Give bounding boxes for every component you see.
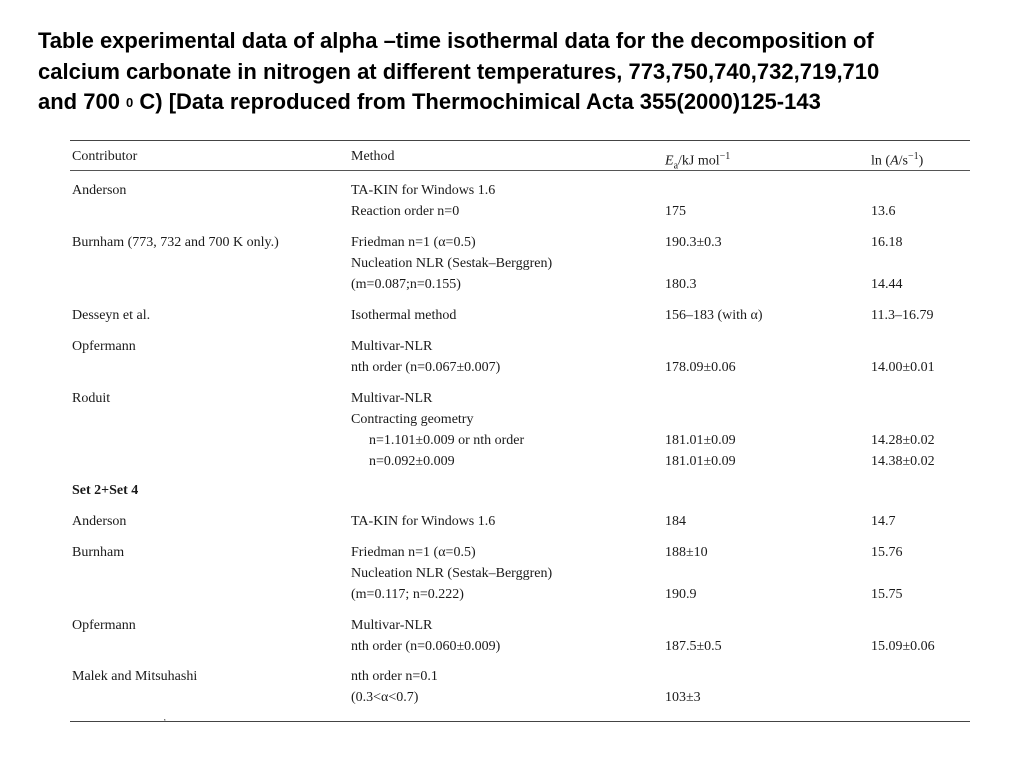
cell-method: nth order n=0.1 (351, 669, 438, 684)
stray-mark: ’ (163, 718, 167, 729)
cell-ln-a: 16.18 (871, 235, 903, 250)
cell-contributor: Anderson (72, 183, 127, 198)
title-line-1: Table experimental data of alpha –time isothermal data for the decomposition of (38, 28, 874, 53)
title-line-3-end: C) [Data reproduced from Thermochimical Acta 355(2000)125-143 (133, 89, 821, 114)
header-rule (70, 170, 970, 171)
header-lna-exponent: −1 (907, 151, 919, 162)
slide-title (38, 26, 998, 121)
cell-contributor: Opfermann (72, 618, 136, 633)
cell-activation-energy: 190.3±0.3 (665, 235, 722, 250)
title-line-2: calcium carbonate in nitrogen at different temperatures, 773,750,740,732,719,710 (38, 58, 880, 84)
cell-method: Multivar-NLR (351, 618, 433, 633)
kinetics-table (70, 140, 970, 722)
cell-ln-a: 14.7 (871, 514, 896, 529)
cell-method: Friedman n=1 (α=0.5) (351, 235, 476, 250)
cell-method: Multivar-NLR (351, 339, 433, 354)
header-lna-unit: /s (898, 153, 908, 169)
cell-method: Isothermal method (351, 308, 457, 323)
cell-activation-energy: 188±10 (665, 545, 708, 560)
cell-activation-energy: 181.01±0.09 (665, 454, 736, 469)
cell-activation-energy: 175 (665, 204, 686, 219)
cell-method: Nucleation NLR (Sestak–Berggren) (351, 566, 553, 581)
cell-contributor: Set 2+Set 4 (72, 483, 139, 498)
header-ln-a (871, 147, 923, 172)
title-line-3-start: and 700 (38, 89, 127, 114)
cell-method: nth order (n=0.067±0.007) (351, 360, 501, 375)
cell-activation-energy: 156–183 (with α) (665, 308, 763, 323)
cell-method: Nucleation NLR (Sestak–Berggren) (351, 256, 553, 271)
cell-activation-energy: 103±3 (665, 690, 701, 705)
header-lna-prefix: ln ( (871, 153, 891, 169)
cell-contributor: Anderson (72, 514, 127, 529)
cell-contributor: Malek and Mitsuhashi (72, 669, 198, 684)
cell-activation-energy: 178.09±0.06 (665, 360, 736, 375)
cell-contributor: Roduit (72, 391, 111, 406)
header-lna-variable: A (890, 153, 899, 169)
cell-method: (m=0.087;n=0.155) (351, 277, 461, 292)
cell-method: Friedman n=1 (α=0.5) (351, 545, 476, 560)
cell-activation-energy: 184 (665, 514, 686, 529)
cell-contributor: Opfermann (72, 339, 136, 354)
cell-method: nth order (n=0.060±0.009) (351, 639, 501, 654)
cell-activation-energy: 180.3 (665, 277, 697, 292)
cell-ln-a: 15.76 (871, 545, 903, 560)
cell-method: Reaction order n=0 (351, 204, 460, 219)
header-ea-exponent: −1 (719, 151, 731, 162)
cell-activation-energy: 187.5±0.5 (665, 639, 722, 654)
header-ea-unit: /kJ mol (678, 153, 720, 169)
cell-method: (m=0.117; n=0.222) (351, 587, 464, 602)
cell-activation-energy: 181.01±0.09 (665, 433, 736, 448)
cell-ln-a: 14.44 (871, 277, 903, 292)
cell-method: TA-KIN for Windows 1.6 (351, 183, 496, 198)
cell-activation-energy: 190.9 (665, 587, 697, 602)
header-method: Method (351, 149, 395, 164)
cell-method: n=0.092±0.009 (369, 454, 455, 469)
header-contributor: Contributor (72, 149, 138, 164)
cell-contributor: Desseyn et al. (72, 308, 151, 323)
degree-superscript: 0 (126, 95, 134, 110)
cell-method: Multivar-NLR (351, 391, 433, 406)
cell-ln-a: 13.6 (871, 204, 896, 219)
cell-ln-a: 11.3–16.79 (871, 308, 934, 323)
cell-ln-a: 15.09±0.06 (871, 639, 935, 654)
cell-contributor: Burnham (72, 545, 125, 560)
cell-contributor: Burnham (773, 732 and 700 K only.) (72, 235, 279, 250)
header-ea-subscript: a (673, 160, 679, 172)
header-ea-symbol: E (665, 153, 674, 169)
cell-ln-a: 14.38±0.02 (871, 454, 935, 469)
cell-method: (0.3<α<0.7) (351, 690, 419, 705)
cell-method: TA-KIN for Windows 1.6 (351, 514, 496, 529)
cell-ln-a: 14.28±0.02 (871, 433, 935, 448)
header-activation-energy (665, 147, 730, 176)
cell-ln-a: 15.75 (871, 587, 903, 602)
cell-method: Contracting geometry (351, 412, 474, 427)
cell-ln-a: 14.00±0.01 (871, 360, 935, 375)
cell-method: n=1.101±0.009 or nth order (369, 433, 525, 448)
header-lna-suffix: ) (918, 153, 924, 169)
